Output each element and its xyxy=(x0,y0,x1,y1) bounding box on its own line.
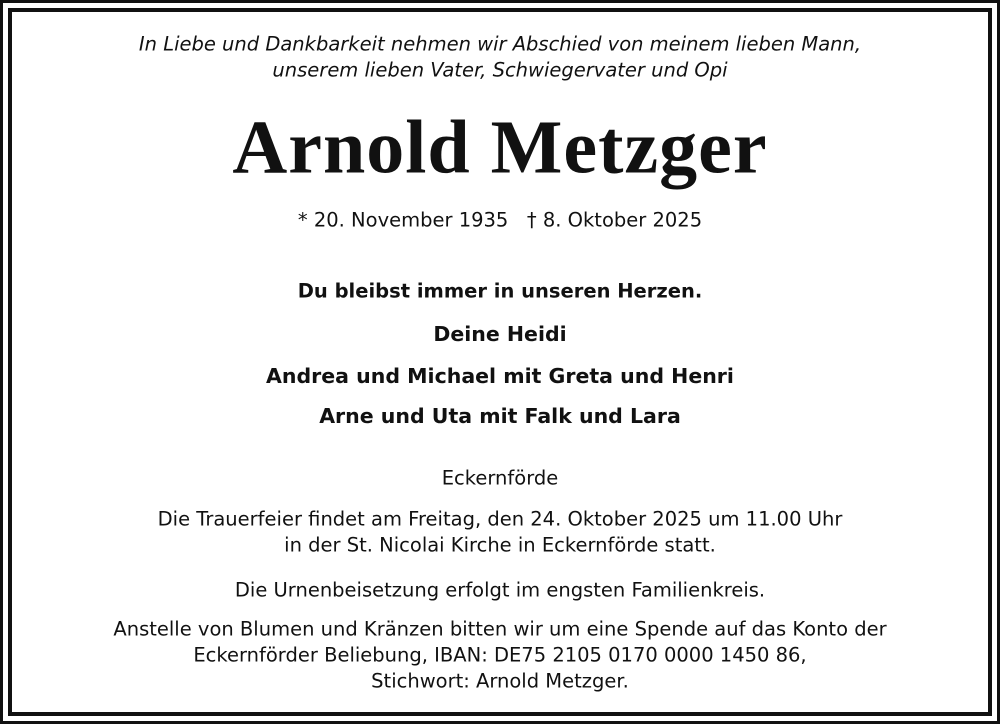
donation-line-3: Stichwort: Arnold Metzger. xyxy=(371,669,629,693)
family-line-3: Arne und Uta mit Falk und Lara xyxy=(319,404,681,428)
funeral-line-1: Die Trauerfeier findet am Freitag, den 24. Oktober 2025 um 11.00 Uhr xyxy=(157,507,843,531)
donation-line-1: Anstelle von Blumen und Kränzen bitten wir um eine Spende auf das Konto der xyxy=(113,617,887,641)
place: Eckernförde xyxy=(441,466,559,490)
intro-line-2: unserem lieben Vater, Schwiegervater und Opi xyxy=(272,58,728,82)
life-dates: * 20. November 1935 † 8. Oktober 2025 xyxy=(297,208,703,232)
funeral-line-2: in der St. Nicolai Kirche in Eckernförde statt. xyxy=(284,533,716,557)
burial-note: Die Urnenbeisetzung erfolgt im engsten Familienkreis. xyxy=(234,578,766,602)
donation-line-2: Eckernförder Beliebung, IBAN: DE75 2105 0170 0000 1450 86, xyxy=(193,643,807,667)
motto: Du bleibst immer in unseren Herzen. xyxy=(297,279,703,303)
family-line-2: Andrea und Michael mit Greta und Henri xyxy=(266,364,734,388)
deceased-name: Arnold Metzger xyxy=(232,105,768,190)
intro-line-1: In Liebe und Dankbarkeit nehmen wir Abschied von meinem lieben Mann, xyxy=(138,32,862,56)
family-line-1: Deine Heidi xyxy=(433,322,567,346)
